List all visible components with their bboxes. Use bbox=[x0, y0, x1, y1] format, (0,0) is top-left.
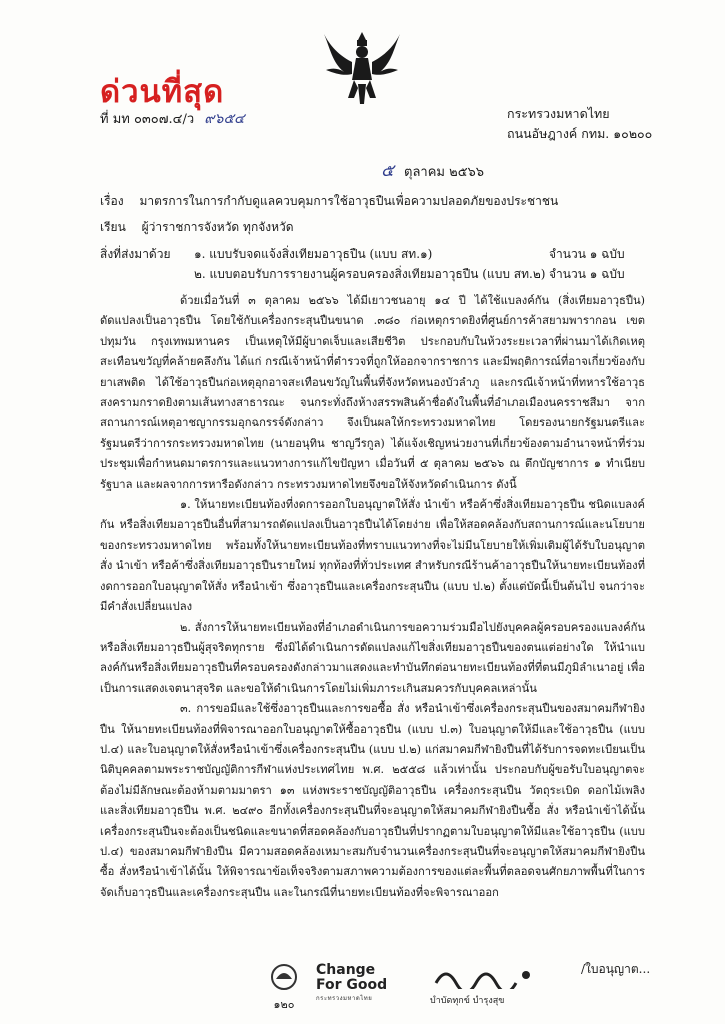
urgent-stamp: ด่วนที่สุด bbox=[100, 74, 225, 110]
to-text: ผู้ว่าราชการจังหวัด ทุกจังหวัด bbox=[141, 220, 294, 234]
cfg-line2: For Good bbox=[316, 977, 388, 993]
document-date bbox=[381, 157, 484, 184]
subject-text: มาตรการในการกำกับดูแลควบคุมการใช้อาวุธปืนเพื่อความปลอดภัยของประชาชน bbox=[139, 194, 559, 208]
paragraph-intro: ด้วยเมื่อวันที่ ๓ ตุลาคม ๒๕๖๖ ได้มีเยาวชนอายุ ๑๔ ปี ได้ใช้แบลงค์กัน (สิ่งเทียมอาวุธปืน) ดัดแปลงเป็นอาวุธปืน โดยใช้กับเครื่องกระสุนปืนขนาด .๓๘๐ ก่อเหตุกราดยิงที่ศูนย์การค้าสยามพารากอน เขตปทุมวัน กรุงเทพมหานคร เป็นเหตุให้มีผู้บาดเจ็บและเสียชีวิต ประกอบกับในห้วงระยะเวลาที่ผ่านมาได้เกิดเหตุสะเทือนขวัญที่คล้ายคลึงกัน ได้แก่ กรณีเจ้าหน้าที่ตำรวจที่ถูกให้ออกจากราชการ และมีพฤติการณ์ที่อาจเกี่ยวข้องกับยาเสพติด ได้ใช้อาวุธปืนก่อเหตุอุกอาจสะเทือนขวัญในพื้นที่จังหวัดหนองบัวลำภู และกรณีเจ้าหน้าที่ทหารใช้อาวุธสงครามกราดยิงตามเส้นทางสาธารณะ จนกระทั่งถึงห้างสรรพสินค้าชื่อดังในพื้นที่อำเภอเมืองนครราชสีมา จากสถานการณ์เหตุอาชญากรรมอุกฉกรรจ์ดังกล่าว จึงเป็นผลให้กระทรวงมหาดไทย โดยรองนายกรัฐมนตรีและรัฐมนตรีว่าการกระทรวงมหาดไทย (นายอนุทิน ชาญวีรกูล) ได้แจ้งเชิญหน่วยงานที่เกี่ยวข้องตามอำนาจหน้าที่ร่วมประชุมเพื่อกำหนดมาตรการและแนวทางการแก้ไขปัญหา เมื่อวันที่ ๕ ตุลาคม ๒๕๖๖ ณ ตึกบัญชาการ ๑ ทำเนียบรัฐบาล และผลจากการหารือดังกล่าว กระทรวงมหาดไทยจึงขอให้จังหวัดดำเนินการ ดังนี้ bbox=[100, 294, 645, 491]
ministry-street: ถนนอัษฎางค์ กทม. ๑๐๒๐๐ bbox=[507, 126, 653, 141]
continuation-marker: /ใบอนุญาต... bbox=[581, 962, 651, 976]
anniversary-number: ๑๒๐ bbox=[273, 998, 295, 1011]
change-for-good-logo bbox=[316, 963, 416, 1007]
anniversary-120-logo bbox=[262, 963, 306, 1011]
enclosure-item-1: ๑. แบบรับจดแจ้งสิ่งเทียมอาวุธปืน (แบบ สท.๑) bbox=[194, 247, 433, 261]
document-number-handwritten: ๙๖๕๔ bbox=[204, 111, 245, 127]
cfg-ministry: กระทรวงมหาดไทย bbox=[316, 995, 373, 1002]
body-text bbox=[100, 291, 645, 903]
paragraph-2: ๒. สั่งการให้นายทะเบียนท้องที่อำเภอดำเนินการขอความร่วมมือไปยังบุคคลผู้ครอบครองแบลงค์กันหรือสิ่งเทียมอาวุธปืนผู้สุจริตทุกราย ซึ่งมิได้ดำเนินการดัดแปลงแก้ไขสิ่งเทียมอาวุธปืนของตนแต่อย่างใด ให้นำแบลงค์กันหรือสิ่งเทียมอาวุธปืนที่ครอบครองดังกล่าวมาแสดงและทำบันทึกต่อนายทะเบียนท้องที่ที่ตนมีภูมิลำเนาอยู่ เพื่อเป็นการแสดงเจตนาสุจริต และขอให้ดำเนินการโดยไม่เพิ่มภาระเกินสมควรกับบุคคลเหล่านั้น bbox=[100, 620, 645, 695]
paragraph-3: ๓. การขอมีและใช้ซึ่งอาวุธปืนและการขอซื้อ สั่ง หรือนำเข้าซึ่งเครื่องกระสุนปืนของสมาคมกีฬายิงปืน ให้นายทะเบียนท้องที่พิจารณาออกใบอนุญาตให้ซื้ออาวุธปืน (แบบ ป.๓) ใบอนุญาตให้มีและใช้อาวุธปืน (แบบ ป.๔) และใบอนุญาตให้สั่งหรือนำเข้าซึ่งเครื่องกระสุนปืน (แบบ ป.๒) แก่สมาคมกีฬายิงปืนที่ได้รับการจดทะเบียนเป็นนิติบุคคลตามพระราชบัญญัติการกีฬาแห่งประเทศไทย พ.ศ. ๒๕๕๘ แล้วเท่านั้น ประกอบกับผู้ขอรับใบอนุญาตจะต้องไม่มีลักษณะต้องห้ามตามมาตรา ๑๓ แห่งพระราชบัญญัติอาวุธปืน เครื่องกระสุนปืน วัตถุระเบิด ดอกไม้เพลิง และสิ่งเทียมอาวุธปืน พ.ศ. ๒๔๙๐ อีกทั้งเครื่องกระสุนปืนที่จะอนุญาตให้สมาคมกีฬายิงปืนซื้อ สั่ง หรือนำเข้าได้นั้น เครื่องกระสุนปืนจะต้องเป็นชนิดและขนาดที่สอดคล้องกับอาวุธปืนที่ปรากฏตามใบอนุญาตให้มีและใช้อาวุธปืน (แบบ ป.๔) ของสมาคมกีฬายิงปืน มีความสอดคล้องเหมาะสมกับจำนวนเครื่องกระสุนปืนที่จะอนุญาตให้สมาคมกีฬายิงปืนซื้อ สั่งหรือนำเข้าได้นั้น ให้พิจารณาข้อเท็จจริงตามสภาพความต้องการของแต่ละพื้นที่ตลอดจนศักยภาพพื้นที่ในการจัดเก็บอาวุธปืนและเครื่องกระสุนปืน และในกรณีที่นายทะเบียนท้องที่จะพิจารณาออก bbox=[100, 702, 645, 899]
subject-label: เรื่อง bbox=[100, 194, 124, 208]
subject-line bbox=[100, 192, 558, 211]
to-label: เรียน bbox=[100, 220, 126, 234]
cfg-line1: Change bbox=[316, 962, 376, 978]
ministry-name: กระทรวงมหาดไทย bbox=[507, 106, 610, 121]
footer-logos bbox=[262, 962, 542, 1011]
motto-text: บำบัดทุกข์ บำรุงสุข bbox=[430, 996, 505, 1006]
enclosure-qty-2: จำนวน ๑ ฉบับ bbox=[549, 267, 625, 281]
enclosure-qty-1: จำนวน ๑ ฉบับ bbox=[549, 247, 625, 261]
to-line bbox=[100, 218, 294, 237]
enclosure-item-2: ๒. แบบตอบรับการรายงานผู้ครอบครองสิ่งเทียมอาวุธปืน (แบบ สท.๒) bbox=[194, 267, 546, 281]
motto-logo bbox=[430, 963, 542, 1007]
date-day-handwritten: ๕ bbox=[381, 161, 394, 181]
ministry-address bbox=[507, 104, 652, 144]
document-number-prefix: ที่ มท ๐๓๐๗.๔/ว bbox=[100, 112, 195, 127]
enclosure-label: สิ่งที่ส่งมาด้วย bbox=[100, 247, 171, 261]
date-month-year: ตุลาคม ๒๕๖๖ bbox=[404, 165, 485, 180]
document-number bbox=[100, 108, 245, 130]
garuda-emblem-icon bbox=[322, 28, 402, 108]
calligraphy-icon bbox=[430, 963, 542, 989]
paragraph-1: ๑. ให้นายทะเบียนท้องที่งดการออกใบอนุญาตให้สั่ง นำเข้า หรือค้าซึ่งสิ่งเทียมอาวุธปืน ชนิดแบลงค์กัน หรือสิ่งเทียมอาวุธปืนอื่นที่สามารถดัดแปลงเป็นอาวุธปืนได้โดยง่าย เพื่อให้สอดคล้องกับสถานการณ์และนโยบายของกระทรวงมหาดไทย พร้อมทั้งให้นายทะเบียนท้องที่ทราบแนวทางที่จะไม่มีนโยบายให้เพิ่มเติมผู้ได้รับใบอนุญาต สั่ง นำเข้า หรือค้าซึ่งสิ่งเทียมอาวุธปืนรายใหม่ ทุกท้องที่ทั่วประเทศ สำหรับกรณีร้านค้าอาวุธปืนให้นายทะเบียนท้องที่งดการออกใบอนุญาตให้สั่ง หรือนำเข้า ซึ่งอาวุธปืนและเครื่องกระสุนปืน (แบบ ป.๒) ตั้งแต่บัดนี้เป็นต้นไป จนกว่าจะมีคำสั่งเปลี่ยนแปลง bbox=[100, 498, 645, 614]
crest-icon bbox=[262, 963, 306, 991]
